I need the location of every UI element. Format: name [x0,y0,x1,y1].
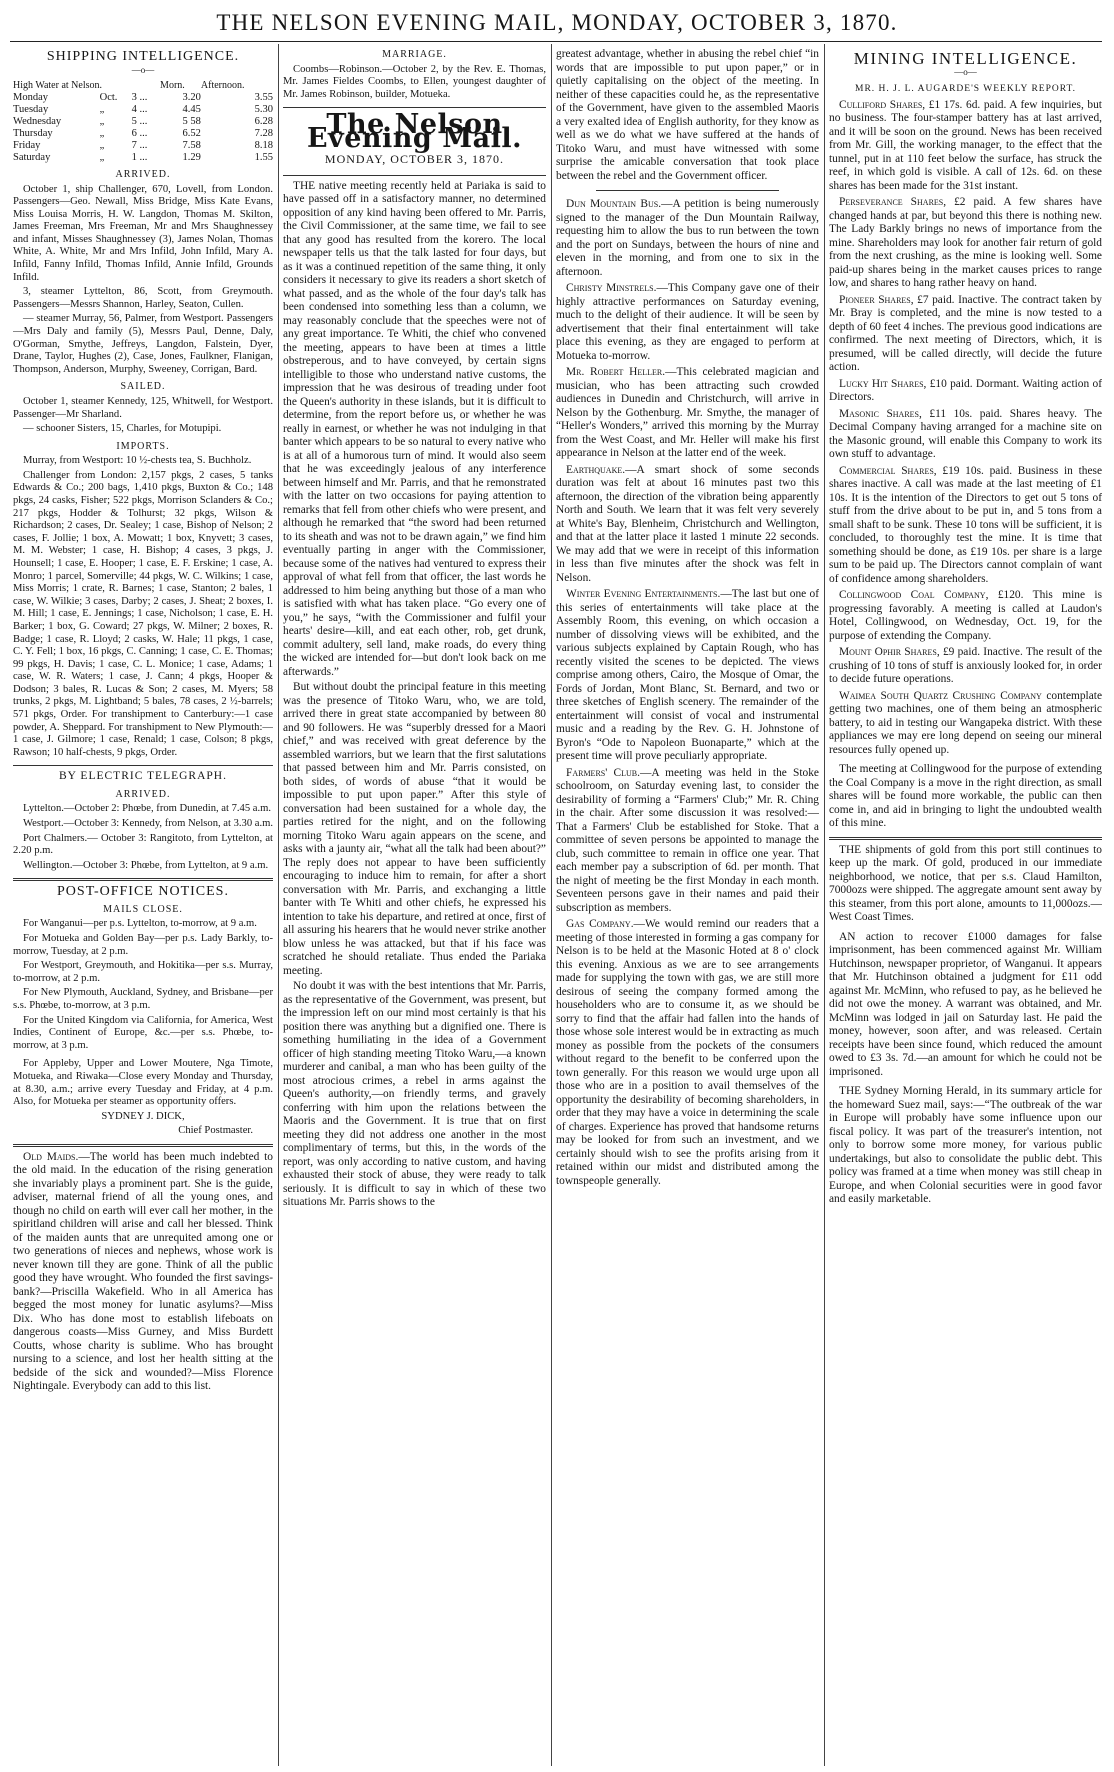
column-2 [283,48,546,1764]
sailed-entry: — schooner Sisters, 15, Charles, for Motupipi. [23,423,222,435]
local-news-heading: Dun Mountain Bus. [566,198,662,210]
masthead-rule [10,41,1102,42]
tide-date: 4 ... [131,104,148,115]
local-news-heading: Mr. Robert Heller. [566,366,666,378]
marriage-heading: MARRIAGE. [382,49,447,60]
local-news-item [556,918,819,1188]
tide-header-morn: Morn. [160,80,185,91]
section-rule [13,1144,273,1147]
tide-row [13,116,273,128]
tide-month: „ [99,128,105,139]
tide-morning: 3.20 [182,92,201,103]
tide-day: Wednesday [13,116,62,127]
mining-share-item [829,646,1102,687]
mining-items [829,99,1102,758]
tide-date: 6 ... [131,128,148,139]
tide-morning: 1.29 [182,152,201,163]
mail-entry: For Wanganui—per p.s. Lyttelton, to-morrow, at 9 a.m. [23,918,257,930]
mining-share-heading: Commercial Shares, [839,464,937,477]
mining-share-item [829,99,1102,194]
local-news-item [556,282,819,363]
editorial-paragraph: THE native meeting recently held at Pariaka is said to have passed off in a satisfactory manner, no determined opposition of any kind having been offered to Mr. Parris, the Civil Commissioner, at the same time, we fail to see that any good has resulted from the korero. The local newspaper tells us that the talk lasted for four days, but as it was a continued repetition of the same thing, it only considers it necessary to give its readers a short sketch of what passed, and as the whole of the four day's talk has been condensed into something less than a column, we may reasonably conclude that the speeches were not of any great importance. Te Whiti, the chief who convened the meeting, appears to have been at times a little obstreperous, and to have conveyed, by certain signs intelligible to those who understand native customs, the impression that he was desirous of treading under foot the Queen's authority in these islands, but it is difficult to determine, from the report before us, or whether he was really in earnest, or whether he was not indulging in that banter which appears to be so natural to every native who is at all of a humorous turn of mind. It would also seem that he was exceedingly jealous of any interference between himself and Mr. Parris, and that he remonstrated with the latter on two occasions for paying attention to remarks that fell from other chiefs who were present, and although he remarked that “the sword had been returned to its sheath and was not to be drawn again,” we find him eventually parting in anger with the Commissioner, because some of the natives had ventured to express their approval of what fell from that officer, the last words he addressed to him being anything but those of a man who is satisfied with what has taken place. “Go every one of you,” he says, “with the Commissioner and fulfil your hearts' desire—kill, and eat each other, rob, get drunk, commit adultery, sell land, make roads, do every thing the wicked are intended for—but don't look back on me afterwards.” [283,179,546,678]
import-entry: Challenger from London: 2,157 pkgs, 2 cases, 5 tanks Edwards & Co.; 200 bags, 1,410 pkgs, Buxton & Co.; 148 pkgs, 24 casks, Fisher; 522 pkgs, Morrison Sclanders & Co.; 217 pkgs, Hodder & Tolhurst; 32 pkgs, Wilson & Richardson; 2 cases, Dr. Sealey; 1 case, Bishop of Nelson; 2 cases, F. Jollie; 1 box, A. Mowatt; 1 box, Knyvett; 3 cases, M. M. Webster; 1 case, H. Bishop; 4 cases, 3 pkgs, J. Hounsell; 1 case, E. Hooper; 1 case, E. F. Erskine; 1 case, A. Monro; 1 parcel, Somerville; 44 pkgs, W. C. Wilkins; 1 case, Miss Morris; 1 crate, R. Barnes; 1 case, Stanton; 2 bales, 1 case, W. Wilkie; 3 cases, Darby; 2 cases, J. Sheat; 2 boxes, I. M. Hill; 1 case, E. Jennings; 1 case, Nicholson; 1 case, E. H. Barker; 1 box, G. Coward; 27 pkgs, W. Milner; 2 boxes, R. Badge; 1 case, R. Lloyd; 2 casks, W. Hale; 11 pkgs, 1 case, C. Y. Fell; 1 box, 16 pkgs, C. Canning; 1 case, C. E. Thomas; 99 pkgs, H. Davis; 1 case, C. L. Monice; 1 case, Adams; 1 case, W. R. Waters; 1 case, J. Cann; 4 pkgs, Hooper & Dodson; 3 bales, R. Lucas & Son; 2 cases, M. Myers; 58 trunks, 2 pkgs, M. Lightband; 5 bales, 78 cases, 2 ½-barrels; 571 pkgs, Order. For transhipment to Canterbury:—1 case powder, A. Sheppard. For transhipment to New Plymouth:—1 case, J. Gilmore; 1 case, Renald; 1 case, Colson; 8 pkgs, Rawson; 10 half-chests, 9 pkgs, Order. [13,469,273,758]
mining-share-heading: Masonic Shares, [839,407,922,420]
telegraph-entry: Lyttelton.—October 2: Phœbe, from Dunedin, at 7.45 a.m. [23,803,272,815]
mining-share-text: £9 paid. Inactive. The result of the crushing of 10 tons of stuff is anxiously looked for, in order to decide future operations. [829,646,1102,685]
section-rule [829,837,1102,840]
tide-month: „ [99,152,105,163]
mining-share-item [829,589,1102,643]
arrived-list [13,184,273,377]
collingwood-paragraph: The meeting at Collingwood for the purpose of extending the Coal Company is a move in the right direction, as small shares will be found more workable, the public can then come in, and aid in bringing to light the undoubted wealth of this mine. [829,763,1102,829]
column-1 [13,48,273,1764]
mining-share-heading: Waimea South Quartz Crushing Company [839,689,1042,702]
local-news-text: —This Company gave one of their highly attractive performances on Saturday evening, much to the delight of their audience. It will be seen by advertisement that their final entertainment will take place this evening, as they are engaged to perform at Motueka to-morrow. [556,282,819,362]
old-maids-heading: Old Maids. [23,1150,79,1163]
mining-share-heading: Culliford Shares, [839,98,926,111]
divider: —o— [131,64,155,75]
mail-entry: For Motueka and Golden Bay—per p.s. Lady Barkly, to-morrow, Tuesday, at 2 p.m. [13,933,273,957]
local-news-text: —This celebrated magician and musician, who has been attracting such crowded audiences in Dunedin and Christchurch, will arrive in Nelson by the Gothenburg. Mr. Smythe, the manager of “Heller's Wonders,” arrived this morning by the Murray from the West Coast, and Mr. Heller will make his first appearance in Nelson at the latter end of the week. [556,366,819,459]
tide-date: 5 ... [131,116,148,127]
local-news-item [556,198,819,279]
mining-share-text: £11 10s. paid. Shares heavy. The Decimal Company having arranged for a machine site on the Masonic ground, will enable this Company to work its own stuff to advantage. [829,407,1102,460]
local-news-item [556,767,819,916]
column-3 [556,48,819,1764]
mining-share-item [829,294,1102,375]
inland-mail-entry: For Appleby, Upper and Lower Moutere, Nga Timote, Motueka, and Riwaka—Close every Monday and Thursday, at 8.30, a.m.; arrive every Tuesday and Friday, at 4 p.m. Also, for Motueka per steamer as opportunity offers. [13,1058,273,1108]
mining-share-text: £19 10s. paid. Business in these shares inactive. A call was made at the last meeting of £1 10s. It is the intention of the Directors to get out 5 tons of stuff from the drive about to be put in, and 5 tons from a small shaft to be sunk. These 10 tons will be sufficient, it is concluded, to thoroughly test the mine. It is time that something should be done, as £19 10s. per share is a large sum to be paid up. The Directors cannot complain of want of confidence among shareholders. [829,464,1102,585]
tide-row [13,128,273,140]
mails-close-heading: MAILS CLOSE. [103,903,183,915]
arrived-heading: ARRIVED. [115,169,171,180]
arrival-entry: — steamer Murray, 56, Palmer, from Westport. Passengers—Mrs Daly and family (5), Messrs Paul, Denne, Daly, O'Gorman, Smythe, Jeffreys, Langdon, Falstein, Dyer, Drane, Taylor, Hughes (2), Case, Jones, Faulkner, Flanigan, Thompson, Anderson, Murphy, Sweeney, Corrigan, Bard. [13,313,273,375]
mining-share-item [829,408,1102,462]
local-news-text: —The last but one of this series of entertainments will take place at the Assembly Room, this evening, on which occasion a number of dissolving views will be exhibited, and the various subjects explained by Captain Rough, who has recently visited the scenes to be depicted. The views comprise among others, Cairo, the Mosque of Omar, the Fords of Jordan, Mont Blanc, St. Bernard, and two or three sketches of English scenery. The remainder of the entertainment will consist of vocal and instrumental music and a reading by the Rev. G. H. Johnstone of Byron's “Ode to Napoleon Buonaparte,” which at the present time will prove peculiarly appropriate. [556,588,819,762]
tide-morning: 5 58 [182,116,201,127]
telegraph-title: BY ELECTRIC TELEGRAPH. [59,770,227,783]
tide-day: Tuesday [13,104,49,115]
divider: —o— [954,66,977,77]
mining-share-text: £7 paid. Inactive. The contract taken by Mr. Bray is completed, and the mine is now tested to a depth of 60 feet 4 inches. The previous good indications are confirmed. The next meeting of Directors, which, it is presumed, will be called directly, will decide the future action. [829,293,1102,373]
tide-row [13,92,273,104]
mining-share-heading: Lucky Hit Shares, [839,377,927,390]
mining-share-item [829,465,1102,587]
mining-share-heading: Collingwood Coal Company, [839,589,989,601]
local-news-heading: Farmers' Club. [566,766,640,779]
tide-month: Oct. [99,92,118,103]
local-news-text: —A petition is being numerously signed to the manager of the Dun Mountain Railway, requesting him to allow the bus to run between the town and the port on Sundays, between the hours of nine and eleven in the morning, and from one to six in the afternoon. [556,198,819,278]
local-news-text: —We would remind our readers that a meeting of those interested in forming a gas company for Nelson is to be held at the Masonic Hoted at 8 o' clock this evening. Anxious as we are to see arrangements made for supplying the town with gas, we are still more desirous of seeing the company formed among the householders who are to consume it, as we should be sorry to find that the affair had fallen into the hands of those whose sole interest would be in extracting as much money as possible from the pockets of the consumers without regard to the benefit to be conferred upon the town generally. For this reason we would urge upon all those who are in a position to avail themselves of the opportunity the desirability of becoming shareholders, in order that they may have a voice in determining the scale of charges. Experience has proved that handsome returns may be looked for from such an investment, and we certainly should wish to see the profits arising from it retained within our midst and distributed among the townspeople generally. [556,918,819,1187]
section-rule [13,878,273,881]
tide-date: 1 ... [131,152,148,163]
tide-afternoon: 7.28 [254,128,273,139]
post-office-title: POST-OFFICE NOTICES. [57,884,229,900]
tide-day: Thursday [13,128,53,139]
local-news-item [556,588,819,764]
tide-afternoon: 1.55 [254,152,273,163]
sailed-heading: SAILED. [120,381,166,393]
section-rule [283,175,546,176]
tide-header [13,80,273,92]
mining-share-item [829,690,1102,758]
mining-share-text: contemplate getting two machines, one of them being an atmospheric battery, to aid in testing our Wangapeka district. With these appliances we may ere long depend on seeing our mineral resources fully opened up. [829,689,1102,756]
mining-share-text: £120. This mine is progressing favorably. A meeting is called at Laudon's Hotel, Collingwood, on Wednesday, Oct. 19, for the purpose of extending the Company. [829,589,1102,642]
telegraph-entry: Westport.—October 3: Kennedy, from Nelson, at 3.30 a.m. [23,818,273,830]
tide-header-label: High Water at Nelson. [13,80,102,91]
local-news [556,198,819,1188]
local-news-heading: Christy Minstrels. [566,282,657,294]
import-entry: Murray, from Westport: 10 ½-chests tea, S. Buchholz. [23,455,252,467]
tide-afternoon: 3.55 [254,92,273,103]
editorial-paragraph: greatest advantage, whether in abusing the rebel chief “in words that are impossible to put upon paper,” or in quietly capitalising on the object of the meeting. In neither of these capacities could he, as the representative of the Government, have given to the assembled Maoris a very exalted idea of English authority, for they know as well as we do what we have suffered at the hands of Titoko Waru, and must have witnessed with some surprise the amicable conversation that took place between the rebel and the Government officer. [556,48,819,182]
section-rule [13,765,273,766]
local-news-item [556,464,819,586]
old-maids-article [13,1151,273,1394]
shipping-title: SHIPPING INTELLIGENCE. [46,49,240,64]
tide-day: Monday [13,92,48,103]
local-news-heading: Winter Evening Entertainments. [566,588,721,600]
mining-title: MINING INTELLIGENCE. [853,49,1078,68]
column-rule [824,44,825,1766]
mining-share-heading: Mount Ophir Shares, [839,646,940,658]
arrival-entry: October 1, ship Challenger, 670, Lovell, from London. Passengers—Geo. Newall, Miss Bridge, Miss Kate Evans, Miss Louisa Morris, H. W. Langdon, Thomas M. Skilton, James Freeman, Mrs Freeman, Mr and Mrs Shaughnessey and infant, Misses Shaughnessey (3), James Nolan, Thomas White, A. White, Mr and Mrs Infild, John Infild, Mary A. Infild, Fanny Infild, Thomas Infild, Annie Infild, Grounds Infild. [13,183,273,283]
column-rule [551,44,552,1766]
tide-row [13,152,273,164]
mining-report-heading: MR. H. J. L. AUGARDE'S WEEKLY REPORT. [855,84,1076,94]
local-news-text: —A meeting was held in the Stoke schoolroom, on Saturday evening last, to consider the desirability of forming a “Farmers' Club;” Mr. R. Ching in the chair. After some discussion it was resolved:—That a Farmers' Club be established for Stoke. That a committee of seven persons be appointed to manage the club, such committee to remain in office one year. That each member pay a subscription of 6d. per month. That the night of meeting be the first Monday in each month. Seventeen persons gave in their names and paid their subscription as members. [556,766,819,914]
tide-month: „ [99,104,105,115]
mail-entry: For the United Kingdom via California, for America, West Indies, Continent of Europe, &c.—per s.s. Phœbe, to-morrow, at 3 p.m. [13,1014,273,1051]
old-maids-text: —The world has been much indebted to the old maid. In the education of the rising generation she invariably plays a prominent part. She is the guide, adviser, maternal friend of all the young ones, and though no child on earth will ever call her mother, in the spiritland children will arise and call her blessed. Think of the maiden aunts that are unrequited among one or two generations of nieces and nephews, whose work is never known till they are gone. Think of all the public good they have wrought. Who founded the first savings-bank?—Priscilla Wakefield. Who in all America has begged the most money for lunatic asylums?—Miss Dix. Who has done most to establish lifeboats on dangerous coasts—Miss Gurney, and Miss Burdett Coutts, whose charity is sublime. Who has brought nursing to a science, and lost her health sitting at the bedside of the sick and wounded?—Miss Florence Nightingale. Everybody can add to this list. [13,1150,273,1393]
tide-rows [13,92,273,164]
tide-afternoon: 6.28 [254,116,273,127]
tide-date: 7 ... [131,140,148,151]
mining-share-text: £2 paid. A few shares have changed hands at par, but beyond this there is nothing new. The Lady Barkly brings no news of importance from the mine. Shareholders may look for another fair return of gold from the next crushing, as the mine is looking well. Some paid-up shares being in the market causes prices to range low, and shares to hang rather heavy on hand. [829,196,1102,289]
telegraph-entry: Wellington.—October 3: Phœbe, from Lyttelton, at 9 a.m. [23,859,269,871]
sailed-entry: October 1, steamer Kennedy, 125, Whitwell, for Westport. Passenger—Mr Sharland. [13,395,273,420]
tide-morning: 4.45 [182,104,201,115]
tide-row [13,140,273,152]
tide-month: „ [99,140,105,151]
masthead: THE NELSON EVENING MAIL, MONDAY, OCTOBER 3, 1870. [216,10,898,35]
tide-month: „ [99,116,105,127]
tide-morning: 6.52 [182,128,201,139]
tide-header-aft: Afternoon. [200,80,245,91]
editorial-paragraph: No doubt it was with the best intentions that Mr. Parris, as the representative of the Government, was present, but the impression left on our mind most certainly is that his position there was anything but a dignified one. There is something humiliating in the idea of a Government officer of high standing meeting Titoko Waru,—a known murderer and canibal, a man who has been guilty of the most atrocious crimes, a rebel in arms against the Queen's authority,—on friendly terms, and gravely conferring with him upon the relations between the Maoris and the Government. It is true that on first meeting they did not address one another in the most complimentary of terms, but this, in the words of the report, was only according to native custom, and having exhausted their stock of abuse, they were ready to talk seriously. It is difficult to say in which of these two situations Mr. Parris shows to the [283,980,546,1209]
telegraph-entry: Port Chalmers.— October 3: Rangitoto, from Lyttelton, at 2.20 p.m. [13,832,273,857]
gold-shipment-paragraph: THE shipments of gold from this port still continues to keep up the mark. Of gold, produced in our immediate neighborhood, we notice, that per s.s. Claud Hamilton, 7000ozs were shipped. The aggregate amount sent away by this steamer, from this port alone, amounts to 11,000ozs.—West Coast Times. [829,843,1102,923]
mining-share-text: £1 17s. 6d. paid. A few inquiries, but no business. The four-stamper battery has at last arrived, and it will be soon on the ground. News has been received from Mr. Gill, the working manager, to the effect that the tunnel, put in at 110 feet below the surface, has struck the reef, in which gold is visible. A call of 12s. 6d. on these shares has been made for the 31st instant. [829,98,1102,192]
tide-day: Friday [13,140,41,151]
mail-entry: For Westport, Greymouth, and Hokitika—per s.s. Murray, to-morrow, at 2 p.m. [13,960,273,984]
local-news-heading: Earthquake. [566,463,626,476]
local-news-heading: Gas Company. [566,918,634,930]
tide-table [13,80,273,164]
tide-date: 3 ... [131,92,148,103]
mining-share-item [829,196,1102,291]
mining-share-item [829,378,1102,405]
tide-day: Saturday [13,152,51,163]
tide-morning: 7.58 [182,140,201,151]
local-news-text: —A smart shock of some seconds duration was felt at about 16 minutes past two this afternoon, the direction of the vibration being apparently North and South. We learn that it was felt very severely at White's Bay, Blenheim, Christchurch and Wellington, and that at the latter place it lasted 1 minute 22 seconds. We may add that we were in receipt of this information in less than five minutes after the shock was felt in Nelson. [556,463,819,584]
telegraph-arrived-heading: ARRIVED. [115,788,171,800]
tide-afternoon: 8.18 [254,140,273,151]
false-imprisonment-paragraph: AN action to recover £1000 damages for false imprisonment, has been commenced against Mr. William Hutchinson, newspaper proprietor, of Wanganui. It appears that Mr. Hutchinson obtained a judgment for £11 odd against Mr. McMinn, who refused to pay, as he believed he did not owe the money. A warrant was obtained, and Mr. McMinn was lodged in jail on Saturday last. He paid the money, however, soon after, and was released. Certain receipts have been since found, which reduced the amount owed to £3 3s. 7d.—an amount for which he could not be imprisoned. [829,930,1102,1078]
local-news-item [556,366,819,461]
editorial-paragraph: But without doubt the principal feature in this meeting was the presence of Titoko Waru, who, we are told, arrived there in great state accompanied by between 80 and 90 followers. He was “superbly dressed for a Maori chief,” and was received with great deference by the assembled warriors, but we learn that the first salutations that passed between him and Mr. Parris consisted, on both sides, of words of abuse “that it would be impossible to put upon paper.” After this style of conversation had been sustained for a whole day, the parties retired for the night, and on the following morning Titoko Waru again appears on the scene, and asks with a jaunty air, “what all the talk had been about?” The reply does not appear to have been sufficiently encouraging to induce him to remain, for after a short conversation with Mr. Parris, and exchanging a little banter with Te Whiti and other chiefs, he expressed his intention to take his departure, and retired at once, first of all assuring his hearers that he would never strike another blow unless he was attacked, but that if his face was scratched he should retaliate. Thus ended the Pariaka meeting. [283,681,546,977]
column-4 [829,48,1102,1764]
sydney-herald-paragraph: THE Sydney Morning Herald, in its summary article for the homeward Suez mail, says:—“The outbreak of the war in Europe will probably have some influence upon our fiscal policy. It was part of the treasurer's intention, not only to borrow some more money, for various public undertakings, but also to consolidate the public debt. This policy was framed at a time when money was still cheap in Europe, and when Colonial securities were in good favor and easily marketable. [829,1085,1102,1205]
marriage-notice: Coombs—Robinson.—October 2, by the Rev. E. Thomas, Mr. James Fieldes Coombs, to Ellen, youngest daughter of Mr. James Robinson, builder, Motueka. [283,63,546,100]
column-rule [278,44,279,1766]
mail-entry: For New Plymouth, Auckland, Sydney, and Brisbane—per s.s. Phœbe, to-morrow, at 3 p.m. [13,987,273,1011]
mining-share-heading: Pioneer Shares, [839,293,914,306]
newspaper-logo: The Nelson Evening Mail. [306,109,523,154]
arrival-entry: 3, steamer Lyttelton, 86, Scott, from Greymouth. Passengers—Messrs Shannon, Harley, Seaton, Cullen. [13,286,273,310]
imports-heading: IMPORTS. [116,440,170,452]
editorial-dateline: MONDAY, OCTOBER 3, 1870. [324,152,505,167]
tide-row [13,104,273,116]
postmaster-signature: SYDNEY J. DICK, [101,1110,185,1122]
postmaster-title: Chief Postmaster. [178,1125,253,1137]
mining-share-text: £10 paid. Dormant. Waiting action of Directors. [829,377,1102,403]
tide-afternoon: 5.30 [254,104,273,115]
section-rule [283,107,546,108]
mining-share-heading: Perseverance Shares, [839,196,947,208]
section-rule [596,190,779,191]
